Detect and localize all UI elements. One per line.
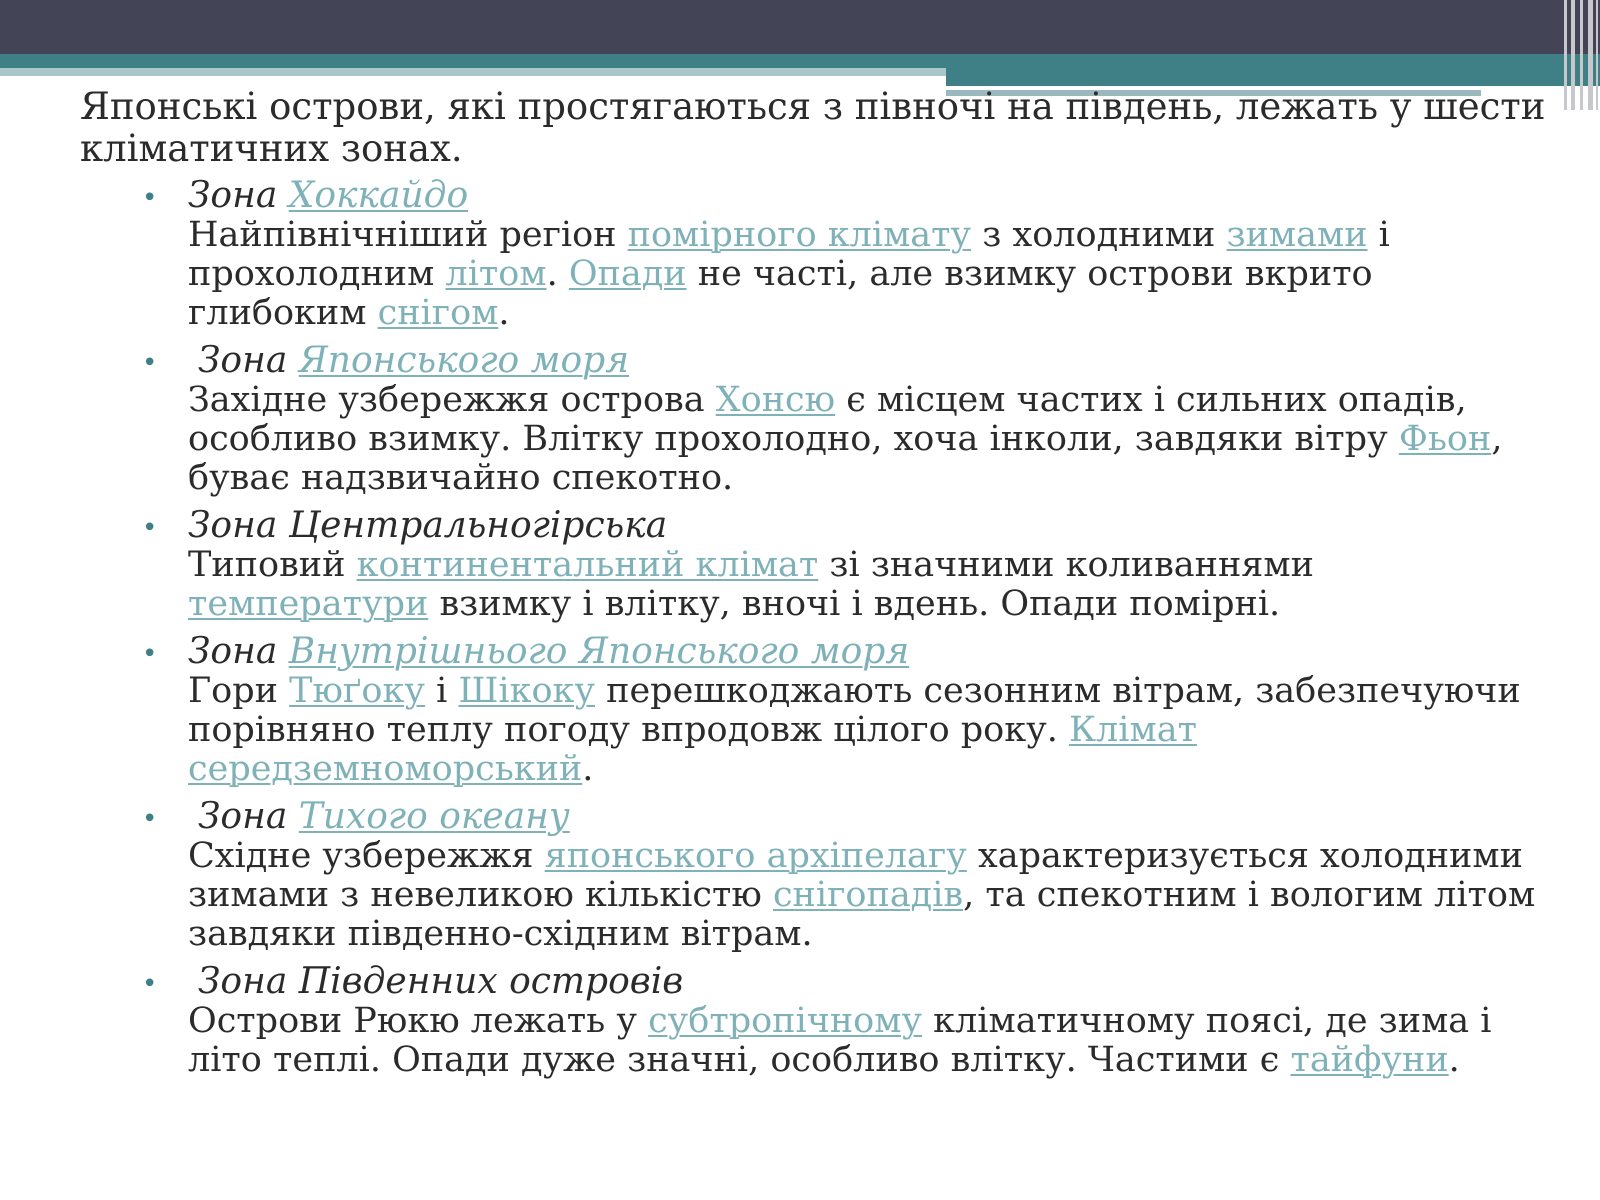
- zone-item: [80, 506, 1550, 624]
- link-shikoku[interactable]: Шікоку: [458, 671, 595, 711]
- bullet-icon: •: [142, 183, 158, 213]
- link-winters[interactable]: зимами: [1226, 215, 1368, 255]
- zone-title: Зона Внутрішнього Японського моря: [188, 631, 910, 672]
- zone-description: Гори Тюґоку і Шікоку перешкоджають сезонним вітрам, забезпечуючи порівняно теплу погоду впродовж цілого року. Клімат середземноморський.: [188, 671, 1521, 789]
- bullet-icon: •: [142, 969, 158, 999]
- zone-link-pacific[interactable]: Тихого океану: [298, 796, 570, 837]
- link-honshu[interactable]: Хонсю: [715, 380, 836, 420]
- zone-description: Найпівнічніший регіон помірного клімату з холодними зимами і прохолодним літом. Опади не часті, але взимку острови вкрито глибоким снігом.: [188, 215, 1390, 333]
- zone-description: Типовий континентальний клімат зі значними коливаннями температури взимку і влітку, вночі і вдень. Опади помірні.: [188, 545, 1314, 624]
- bullet-icon: •: [142, 804, 158, 834]
- bullet-icon: •: [142, 639, 158, 669]
- link-temperate-climate[interactable]: помірного клімату: [627, 215, 972, 255]
- zone-item: [80, 632, 1550, 789]
- link-precipitation[interactable]: Опади: [568, 254, 687, 294]
- zone-link-sea-of-japan[interactable]: Японського моря: [298, 340, 630, 381]
- link-subtropical[interactable]: субтропічному: [648, 1001, 923, 1041]
- zone-link-inland-sea[interactable]: Внутрішнього Японського моря: [288, 631, 910, 672]
- zone-item: [80, 341, 1550, 498]
- header-light-stripe: [0, 68, 946, 76]
- intro-text: Японські острови, які простягаються з півночі на південь, лежать у шести кліматичних зонах.: [80, 85, 1546, 170]
- slide-content: [80, 86, 1550, 1088]
- link-chugoku[interactable]: Тюґоку: [289, 671, 425, 711]
- link-summer[interactable]: літом: [445, 254, 547, 294]
- link-temperature[interactable]: температури: [188, 584, 429, 624]
- zone-title: Зона Центральногірська: [188, 505, 668, 546]
- zone-item: [80, 176, 1550, 333]
- link-japanese-archipelago[interactable]: японського архіпелагу: [544, 836, 967, 876]
- zone-description: Східне узбережжя японського архіпелагу характеризується холодними зимами з невеликою кількістю снігопадів, та спекотним і вологим літом завдяки південно-східним вітрам.: [188, 836, 1536, 954]
- zone-title: Зона Південних островів: [198, 961, 684, 1002]
- zone-item: [80, 962, 1550, 1080]
- bullet-icon: •: [142, 348, 158, 378]
- zone-description: Західне узбережжя острова Хонсю є місцем частих і сильних опадів, особливо взимку. Влітку прохолодно, хоча інколи, завдяки вітру Фьон, буває надзвичайно спекотно.: [188, 380, 1503, 498]
- header-accent-bar-right: [946, 68, 1600, 86]
- header-accent-bar: [0, 54, 1600, 68]
- bullet-icon: •: [142, 513, 158, 543]
- link-snow[interactable]: снігом: [377, 293, 499, 333]
- link-typhoons[interactable]: тайфуни: [1290, 1040, 1449, 1080]
- zone-item: [80, 797, 1550, 954]
- zone-title: Зона Хоккайдо: [188, 175, 469, 216]
- link-mediterranean-climate[interactable]: Клімат середземноморський: [188, 710, 1197, 789]
- header-bar: [0, 0, 1600, 54]
- zone-title: Зона Японського моря: [198, 340, 630, 381]
- link-continental-climate[interactable]: континентальний клімат: [356, 545, 819, 585]
- link-foehn[interactable]: Фьон: [1398, 419, 1492, 459]
- zone-list: [80, 176, 1550, 1080]
- zone-description: Острови Рюкю лежать у субтропічному кліматичному поясі, де зима і літо теплі. Опади дуже значні, особливо влітку. Частими є тайфуни.: [188, 1001, 1492, 1080]
- zone-title: Зона Тихого океану: [198, 796, 570, 837]
- decorative-stripes: [1560, 0, 1600, 110]
- zone-link-hokkaido[interactable]: Хоккайдо: [288, 175, 469, 216]
- link-snowfall[interactable]: снігопадів: [772, 875, 964, 915]
